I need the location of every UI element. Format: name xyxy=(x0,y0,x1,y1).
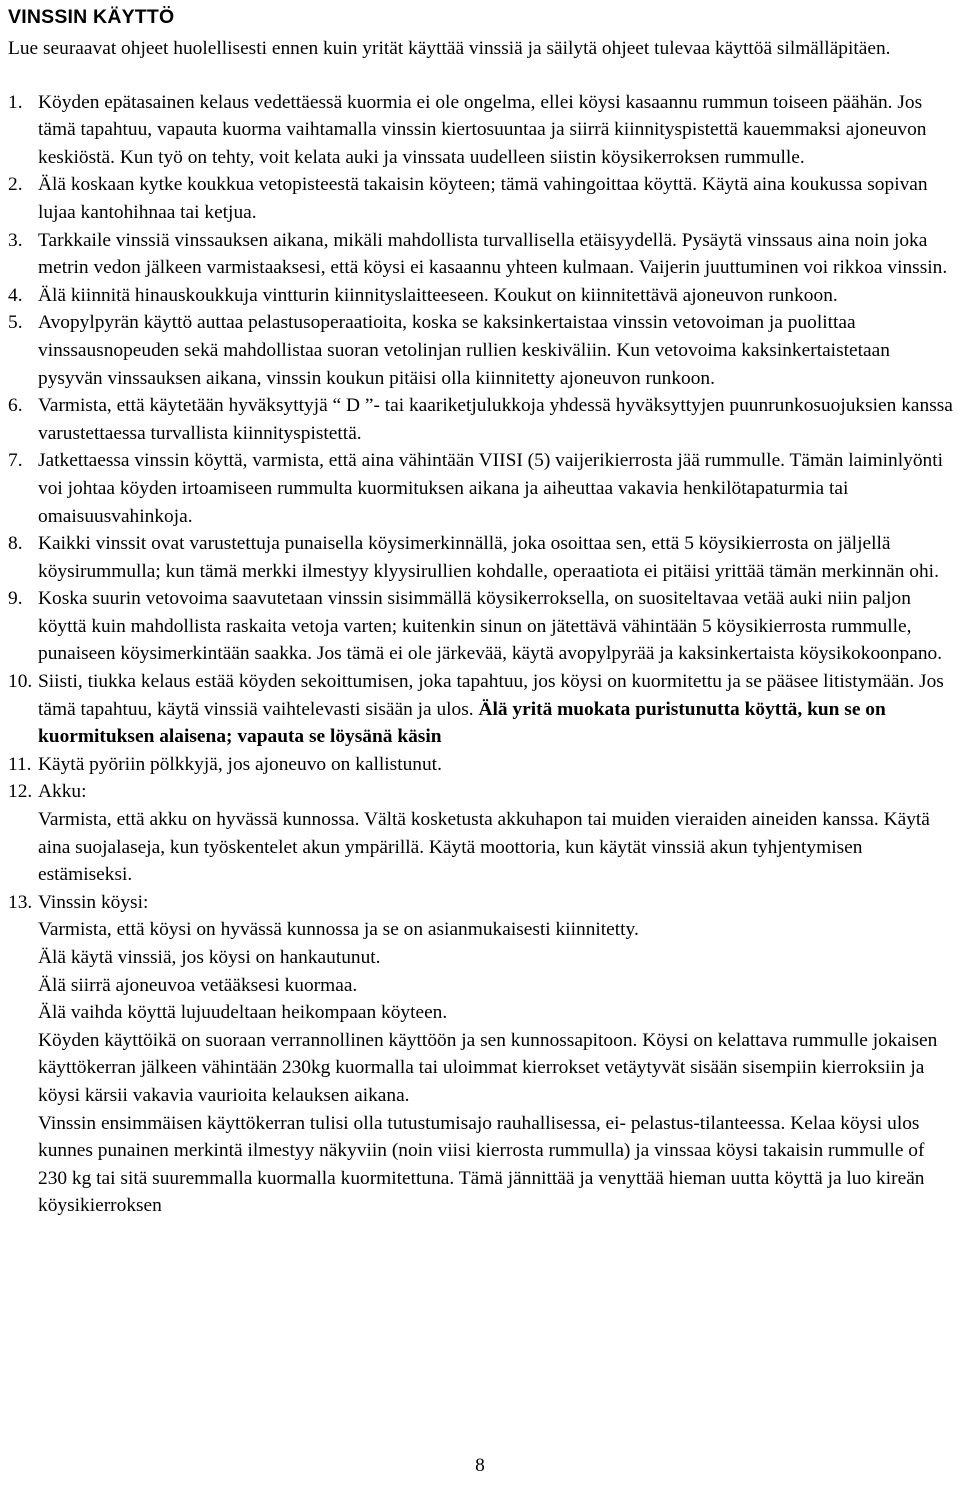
item-body xyxy=(38,668,956,751)
list-item xyxy=(8,585,956,668)
list-item xyxy=(8,530,956,585)
item-paragraph: Köyden käyttöikä on suoraan verrannollinen käyttöön ja sen kunnossapitoon. Köysi on kelattava rummulle jokaisen käyttökerran jälkeen vähintään 230kg kuormalla tai uloimmat kierrokset vetäytyvät sisään sisempiin kierroksiin ja köysi kärsii vakavia vaurioita kelauksen aikana. xyxy=(38,1029,938,1106)
list-item xyxy=(8,227,956,282)
intro-paragraph: Lue seuraavat ohjeet huolellisesti ennen kuin yrität käyttää vinssiä ja säilytä ohjeet tulevaa käyttöä silmälläpitäen. xyxy=(8,38,891,59)
list-item xyxy=(8,447,956,530)
document-page xyxy=(8,4,956,1220)
item-number: 7. xyxy=(8,450,23,472)
item-number: 10. xyxy=(8,671,33,693)
item-paragraph: Varmista, että akku on hyvässä kunnossa. Vältä kosketusta akkuhapon tai muiden vieraiden aineiden kanssa. Käytä aina suojalaseja, kun työskentelet akun ympärillä. Käytä moottoria, kun käytät vinssiä akun tyhjentymisen estämiseksi. xyxy=(38,809,930,886)
list-item xyxy=(8,89,956,172)
item-body xyxy=(38,889,956,1220)
item-number: 1. xyxy=(8,91,23,113)
item-text: Koska suurin vetovoima saavutetaan vinssin sisimmällä köysikerroksella, on suositeltavaa vetää auki niin paljon köyttä kuin mahdollista raskaita vetoja varten; kuitenkin sinun on jätettävä vähintään 5 köysikierrosta rummulle, punaiseen köysimerkintään saakka. Jos tämä ei ole järkevää, käytä avopylpyrää ja kaksinkertaista köysikokoonpano. xyxy=(38,588,943,665)
item-number: 6. xyxy=(8,395,23,417)
item-paragraph: Älä käytä vinssiä, jos köysi on hankautunut. xyxy=(38,947,381,968)
item-number: 13. xyxy=(8,891,33,913)
list-item xyxy=(8,171,956,226)
item-number: 3. xyxy=(8,229,23,251)
page-title: VINSSIN KÄYTTÖ xyxy=(8,6,175,28)
list-item xyxy=(8,309,956,392)
item-text: Älä kiinnitä hinauskoukkuja vintturin kiinnityslaitteeseen. Koukut on kiinnitettävä ajoneuvon runkoon. xyxy=(38,284,838,306)
list-item xyxy=(8,392,956,447)
item-number: 2. xyxy=(8,174,23,196)
item-text: Jatkettaessa vinssin köyttä, varmista, että aina vähintään VIISI (5) vaijerikierrosta jää rummulle. Tämän laiminlyönti voi johtaa köyden irtoamiseen rummulta kuormituksen aikana ja aiheuttaa vakavia henkilötapaturmia tai omaisuusvahinkoja. xyxy=(38,450,943,527)
item-heading: Akku: xyxy=(38,781,87,803)
item-body xyxy=(38,778,956,888)
item-number: 11. xyxy=(8,753,32,775)
item-paragraph: Vinssin ensimmäisen käyttökerran tulisi olla tutustumisajo rauhallisessa, ei- pelastus-tilanteessa. Kelaa köysi ulos kunnes punainen merkintä ilmestyy näkyviin (noin viisi kierrosta rummulla) ja vinssaa köysi takaisin rummulle of 230 kg tai sitä suuremmalla kuormalla kuormitettuna. Tämä jännittää ja venyttää hieman uutta köyttä ja luo kireän köysikierroksen xyxy=(38,1112,925,1217)
item-number: 5. xyxy=(8,312,23,334)
list-item xyxy=(8,668,956,751)
item-text: Tarkkaile vinssiä vinssauksen aikana, mikäli mahdollista turvallisella etäisyydellä. Pysäytä vinssaus aina noin joka metrin vedon jälkeen varmistaaksesi, että köysi ei kasaannu yhteen kulmaan. Vaijerin juuttuminen voi rikkoa vinssin. xyxy=(38,229,948,279)
item-text: Älä koskaan kytke koukkua vetopisteestä takaisin köyteen; tämä vahingoittaa köyttä. Käytä aina koukussa sopivan lujaa kantohihnaa tai ketjua. xyxy=(38,174,928,223)
page-number: 8 xyxy=(475,1455,485,1476)
instruction-list xyxy=(8,89,956,1220)
item-number: 4. xyxy=(8,284,23,306)
item-number: 8. xyxy=(8,533,23,555)
bold-warning-text: Älä yritä muokata puristunutta köyttä, kun se on kuormituksen alaisena; vapauta se löysänä käsin xyxy=(38,698,886,748)
list-item xyxy=(8,282,956,310)
list-item xyxy=(8,751,956,779)
item-heading: Vinssin köysi: xyxy=(38,891,149,913)
list-item xyxy=(8,778,956,888)
item-text: Siisti, tiukka kelaus estää köyden sekoittumisen, joka tapahtuu, jos köysi on kuormitettu ja se pääsee litistymään. Jos tämä tapahtuu, käytä vinssiä vaihtelevasti sisään ja ulos. xyxy=(38,671,944,720)
list-item xyxy=(8,889,956,1220)
item-paragraph: Älä vaihda köyttä lujuudeltaan heikompaan köyteen. xyxy=(38,1002,448,1024)
item-text: Köyden epätasainen kelaus vedettäessä kuormia ei ole ongelma, ellei köysi kasaannu rummun toiseen päähän. Jos tämä tapahtuu, vapauta kuorma vaihtamalla vinssin kiertosuuntaa ja siirrä kiinnityspistettä kauemmaksi ajoneuvon keskiöstä. Kun työ on tehty, voit kelata auki ja vinssata uudelleen siistin köysikerroksen rummulle. xyxy=(38,91,927,168)
item-number: 12. xyxy=(8,781,33,803)
item-text: Varmista, että käytetään hyväksyttyjä “ D ”- tai kaariketjulukkoja yhdessä hyväksyttyjen puunrunkosuojuksien kanssa varustettaessa turvallista kiinnityspistettä. xyxy=(38,395,953,444)
item-number: 9. xyxy=(8,588,23,610)
item-text: Käytä pyöriin pölkkyjä, jos ajoneuvo on kallistunut. xyxy=(38,753,442,775)
item-paragraph: Varmista, että köysi on hyvässä kunnossa ja se on asianmukaisesti kiinnitetty. xyxy=(38,919,639,941)
item-text: Avopylpyrän käyttö auttaa pelastusoperaatioita, koska se kaksinkertaistaa vinssin vetovoiman ja puolittaa vinssausnopeuden sekä mahdollistaa suoran vetolinjan rullien keskiväliin. Kun vetovoima kaksinkertaistetaan pysyvän vinssauksen aikana, vinssin koukun pitäisi olla kiinnitetty ajoneuvon runkoon. xyxy=(38,312,890,389)
item-text: Kaikki vinssit ovat varustettuja punaisella köysimerkinnällä, joka osoittaa sen, että 5 köysikierrosta on jäljellä köysirummulla; kun tämä merkki ilmestyy klyysirullien kohdalle, operaatiota ei pitäisi yrittää tämän merkinnän ohi. xyxy=(38,533,939,582)
item-paragraph: Älä siirrä ajoneuvoa vetääksesi kuormaa. xyxy=(38,974,358,996)
